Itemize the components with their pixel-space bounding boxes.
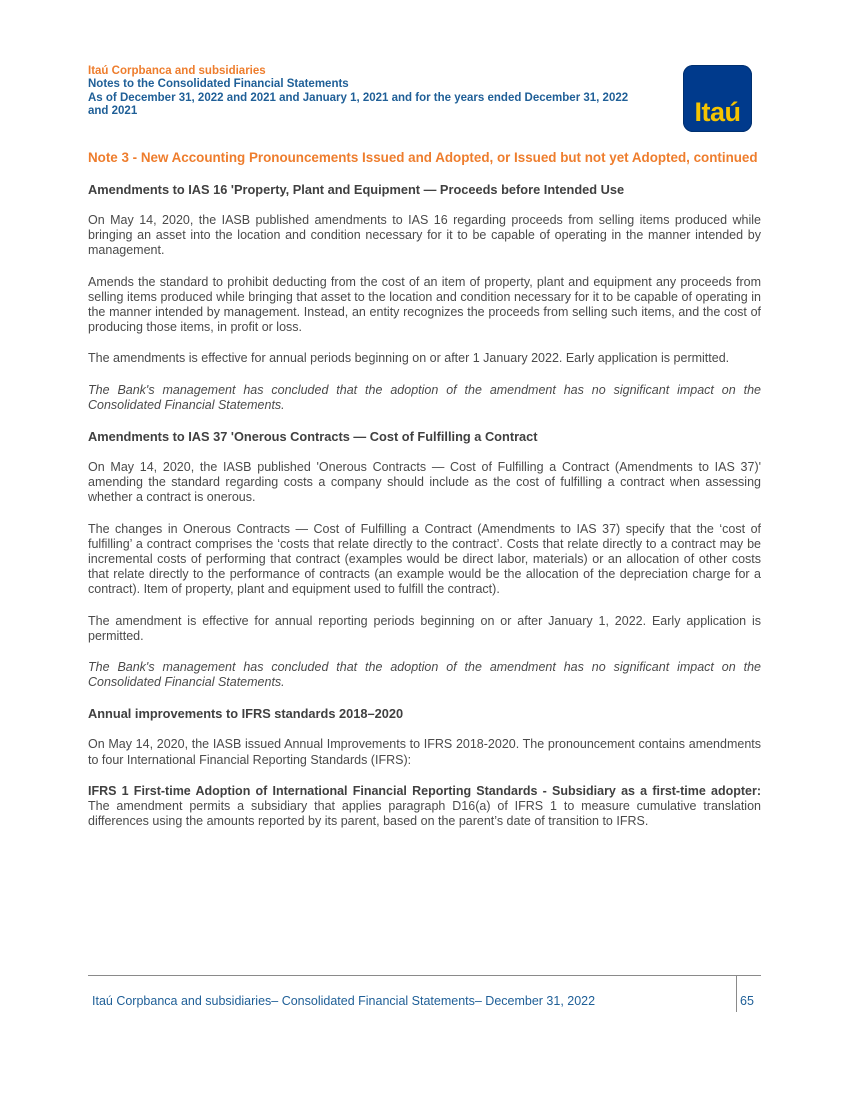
management-conclusion: The Bank's management has concluded that the adoption of the amendment has no significant impact on the Consolidated Financial Statements.	[88, 660, 761, 690]
footer-text: Itaú Corpbanca and subsidiaries– Consolidated Financial Statements– December 31, 2022	[92, 994, 596, 1008]
footer-page-divider	[736, 976, 737, 1012]
ifrs1-item	[88, 784, 761, 830]
management-conclusion: The Bank's management has concluded that the adoption of the amendment has no significant impact on the Consolidated Financial Statements.	[88, 382, 761, 412]
paragraph: On May 14, 2020, the IASB issued Annual Improvements to IFRS 2018-2020. The pronouncement contains amendments to four International Financial Reporting Standards (IFRS):	[88, 737, 761, 767]
paragraph: The amendments is effective for annual periods beginning on or after 1 January 2022. Early application is permitted.	[88, 351, 730, 366]
page-number: 65	[740, 994, 754, 1008]
logo-text: Itaú	[694, 97, 741, 127]
page-header	[88, 64, 688, 119]
footer-divider	[88, 975, 761, 976]
header-notes-title: Notes to the Consolidated Financial Statements	[88, 78, 349, 90]
paragraph: Amends the standard to prohibit deducting from the cost of an item of property, plant and equipment any proceeds from selling items produced while bringing that asset to the location and condition necessary for it to be capable of operating in the manner intended by management. Instead, an entity recognizes the proceeds from selling such items, and the cost of producing those items, in profit or loss.	[88, 274, 761, 335]
note-title: Note 3 - New Accounting Pronouncements Issued and Adopted, or Issued but not yet Adopted, continued	[88, 150, 758, 165]
paragraph: On May 14, 2020, the IASB published 'Onerous Contracts — Cost of Fulfilling a Contract (Amendments to IAS 37)' amending the standard regarding costs a company should include as the cost of fulfilling a contract when assessing whether a contract is onerous.	[88, 460, 761, 505]
header-period: As of December 31, 2022 and 2021 and January 1, 2021 and for the years ended December 31, 2022	[88, 91, 629, 104]
ifrs1-item-lead: IFRS 1 First-time Adoption of International Financial Reporting Standards - Subsidiary as a first-time adopter:	[88, 783, 761, 798]
section-title-ias16: Amendments to IAS 16 'Property, Plant and Equipment — Proceeds before Intended Use	[88, 182, 625, 197]
header-period-cont: and 2021	[88, 105, 138, 117]
page-content	[88, 150, 761, 845]
header-company: Itaú Corpbanca and subsidiaries	[88, 65, 266, 77]
section-title-annual-improvements: Annual improvements to IFRS standards 2018–2020	[88, 706, 404, 722]
paragraph: The changes in Onerous Contracts — Cost of Fulfilling a Contract (Amendments to IAS 37) specify that the ‘cost of fulfilling’ a contract comprises the ‘costs that relate directly to the contract’. Costs that relate directly to a contract may be incremental costs of performing that contract (examples would be direct labor, materials) or an allocation of other costs that relate directly to the performance of contracts (an example would be the allocation of the depreciation charge for a contract). Item of property, plant and equipment used to fulfill the contract).	[88, 521, 761, 597]
section-title-ias37: Amendments to IAS 37 'Onerous Contracts — Cost of Fulfilling a Contract	[88, 429, 538, 445]
paragraph: On May 14, 2020, the IASB published amendments to IAS 16 regarding proceeds from selling items produced while bringing an asset into the location and condition necessary for it to be capable of operating in the manner intended by management.	[88, 213, 761, 258]
paragraph: The amendment is effective for annual reporting periods beginning on or after January 1, 2022. Early application is permitted.	[88, 613, 761, 643]
itau-logo	[683, 65, 752, 132]
ifrs1-item-body: The amendment permits a subsidiary that applies paragraph D16(a) of IFRS 1 to measure cumulative translation differences using the amounts reported by its parent, based on the parent’s date of transition to IFRS.	[88, 799, 761, 829]
